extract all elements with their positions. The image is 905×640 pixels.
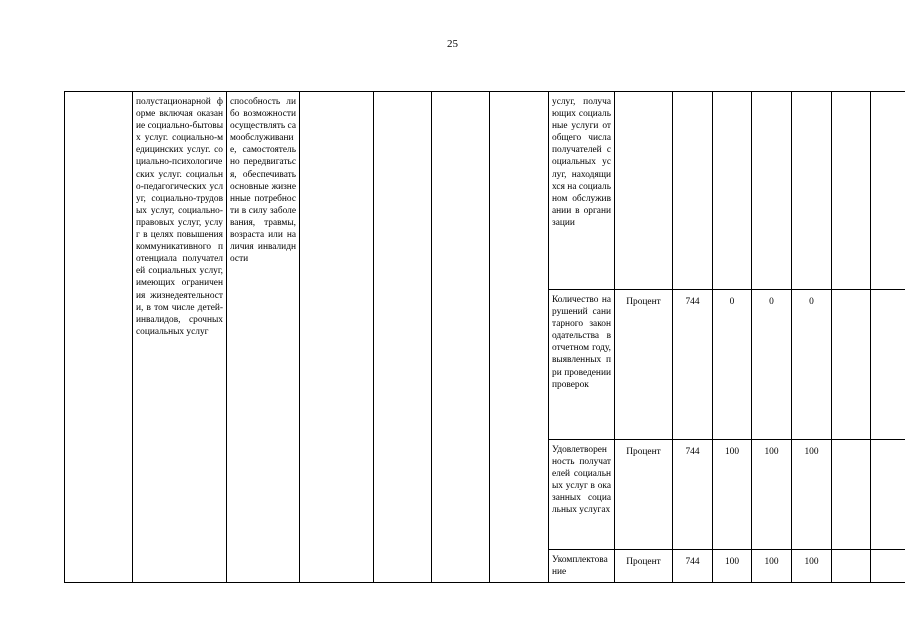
empty-cell xyxy=(432,92,490,583)
empty-cell xyxy=(832,290,871,440)
indicator-name-cell: Укомплектование xyxy=(549,550,615,583)
unit-cell: Процент xyxy=(615,550,673,583)
empty-cell xyxy=(871,290,905,440)
code-cell: 744 xyxy=(673,290,713,440)
page-number: 25 xyxy=(447,38,458,50)
empty-cell xyxy=(300,92,374,583)
indicator-name-cell: Количество нарушений санитарного законодательства в отчетном году, выявленных при проведении проверок xyxy=(549,290,615,440)
empty-cell xyxy=(832,92,871,290)
service-content-cell: полустационарной форме включая оказание социально-бытовых услуг. социально-медицинских услуг. социально-психологических услуг. социально-педагогических услуг, социально-трудовых услуг, социально-правовых услуг, услуг в целях повышения коммуникативного потенциала получателей социальных услуг, имеющих ограничения жизнедеятельности, в том числе детей-инвалидов, срочных социальных услуг xyxy=(133,92,227,583)
empty-cell xyxy=(65,92,133,583)
empty-cell xyxy=(871,92,905,290)
unit-cell: Процент xyxy=(615,440,673,550)
table-row xyxy=(65,92,905,290)
value-cell xyxy=(792,92,832,290)
empty-cell xyxy=(832,440,871,550)
empty-cell xyxy=(871,550,905,583)
value-cell: 100 xyxy=(713,550,752,583)
empty-cell xyxy=(490,92,549,583)
empty-cell xyxy=(374,92,432,583)
unit-cell xyxy=(615,92,673,290)
empty-cell xyxy=(832,550,871,583)
code-cell xyxy=(673,92,713,290)
value-cell: 0 xyxy=(792,290,832,440)
code-cell: 744 xyxy=(673,440,713,550)
value-cell: 100 xyxy=(752,550,792,583)
value-cell: 0 xyxy=(752,290,792,440)
indicator-name-cell: Удовлетворенность получателей социальных услуг в оказанных социальных услугах xyxy=(549,440,615,550)
indicator-table xyxy=(64,91,905,583)
code-cell: 744 xyxy=(673,550,713,583)
value-cell xyxy=(713,92,752,290)
value-cell: 100 xyxy=(792,440,832,550)
value-cell: 100 xyxy=(752,440,792,550)
value-cell: 100 xyxy=(713,440,752,550)
value-cell: 100 xyxy=(792,550,832,583)
unit-cell: Процент xyxy=(615,290,673,440)
empty-cell xyxy=(871,440,905,550)
value-cell xyxy=(752,92,792,290)
category-cell: способность либо возможности осуществлять самообслуживание, самостоятельно передвигаться, обеспечивать основные жизненные потребности в силу заболевания, травмы, возраста или наличия инвалидности xyxy=(227,92,300,583)
value-cell: 0 xyxy=(713,290,752,440)
indicator-name-cell: услуг, получающих социальные услуги от общего числа получателей социальных услуг, находящихся на социальном обслуживании в организации xyxy=(549,92,615,290)
